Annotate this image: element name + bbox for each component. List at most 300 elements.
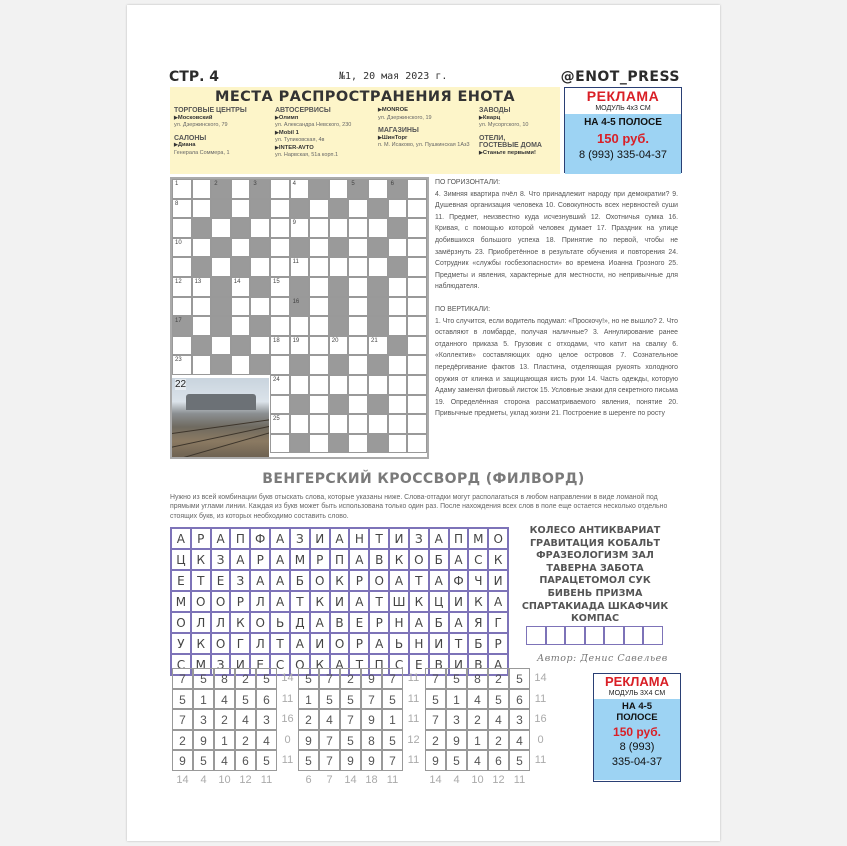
crossword-cell[interactable] [407,238,427,258]
crossword-cell[interactable] [290,199,310,219]
crossword-cell[interactable] [211,238,231,258]
filword-letter[interactable]: С [468,549,488,570]
number-cell[interactable]: 6 [256,689,277,710]
crossword-cell[interactable] [192,336,212,356]
crossword-cell[interactable] [250,336,270,356]
filword-letter[interactable]: А [330,654,350,675]
answer-box[interactable] [624,626,644,645]
crossword-cell[interactable] [329,297,349,317]
crossword-cell[interactable] [388,355,408,375]
filword-letter[interactable]: Ц [429,591,449,612]
crossword-cell[interactable] [348,257,368,277]
filword-letter[interactable]: Ц [171,549,191,570]
crossword-cell[interactable] [329,199,349,219]
crossword-cell[interactable] [270,395,290,415]
crossword-cell[interactable] [368,257,388,277]
number-cell[interactable]: 5 [425,689,446,710]
filword-letter[interactable]: А [330,528,350,549]
filword-letter[interactable]: А [250,570,270,591]
filword-letter[interactable]: В [330,612,350,633]
filword-letter[interactable]: Л [211,612,231,633]
filword-letter[interactable]: И [310,528,330,549]
filword-letter[interactable]: И [230,654,250,675]
crossword-cell[interactable] [368,375,388,395]
crossword-cell[interactable] [388,218,408,238]
crossword-cell[interactable] [348,199,368,219]
crossword-cell[interactable] [388,199,408,219]
filword-letter[interactable]: К [468,591,488,612]
crossword-cell[interactable] [309,199,329,219]
crossword-cell[interactable] [388,336,408,356]
crossword-cell[interactable] [407,434,427,454]
filword-letter[interactable]: И [330,591,350,612]
crossword-cell[interactable] [250,199,270,219]
filword-letter[interactable]: А [290,633,310,654]
filword-letter[interactable]: З [211,549,231,570]
crossword-cell[interactable] [329,375,349,395]
crossword-cell[interactable] [290,277,310,297]
crossword-cell[interactable]: 12 [172,277,192,297]
number-cell[interactable]: 2 [340,668,361,689]
crossword-cell[interactable] [211,297,231,317]
filword-letter[interactable]: С [171,654,191,675]
filword-letter[interactable]: Ш [389,591,409,612]
filword-letter[interactable]: В [369,549,389,570]
filword-letter[interactable]: Т [191,570,211,591]
crossword-cell[interactable] [290,375,310,395]
crossword-cell[interactable] [368,414,388,434]
filword-letter[interactable]: А [230,549,250,570]
filword-letter[interactable]: З [290,528,310,549]
number-cell[interactable]: 1 [214,730,235,751]
filword-letter[interactable]: Т [349,654,369,675]
crossword-cell[interactable] [192,179,212,199]
crossword-cell[interactable] [211,199,231,219]
filword-letter[interactable]: У [171,633,191,654]
filword-letter[interactable]: И [449,654,469,675]
number-cell[interactable]: 5 [340,730,361,751]
number-cell[interactable]: 9 [446,730,467,751]
crossword-cell[interactable]: 21 [368,336,388,356]
crossword-cell[interactable] [407,179,427,199]
crossword-cell[interactable] [368,179,388,199]
filword-letter[interactable]: П [230,528,250,549]
answer-box[interactable] [546,626,566,645]
crossword-cell[interactable]: 20 [329,336,349,356]
filword-letter[interactable]: О [330,633,350,654]
answer-box[interactable] [604,626,624,645]
number-cell[interactable]: 8 [361,730,382,751]
filword-letter[interactable]: Т [290,591,310,612]
filword-letter[interactable]: К [488,549,508,570]
filword-letter[interactable]: М [290,549,310,570]
crossword-cell[interactable] [407,199,427,219]
crossword-cell[interactable] [192,218,212,238]
filword-letter[interactable]: А [310,612,330,633]
number-cell[interactable]: 4 [488,709,509,730]
filword-letter[interactable]: Р [191,528,211,549]
filword-letter[interactable]: Л [250,633,270,654]
filword-letter[interactable]: К [310,591,330,612]
crossword-cell[interactable] [388,375,408,395]
crossword-cell[interactable] [329,257,349,277]
crossword-cell[interactable] [290,414,310,434]
number-cell[interactable]: 2 [214,709,235,730]
crossword-cell[interactable]: 4 [290,179,310,199]
crossword-cell[interactable] [290,355,310,375]
number-cell[interactable]: 9 [361,668,382,689]
filword-letter[interactable]: И [389,528,409,549]
number-cell[interactable]: 3 [256,709,277,730]
filword-letter[interactable]: Н [349,528,369,549]
filword-letter[interactable]: Ч [468,570,488,591]
crossword-cell[interactable]: 3 [250,179,270,199]
crossword-cell[interactable] [348,395,368,415]
crossword-cell[interactable] [329,179,349,199]
crossword-cell[interactable] [368,316,388,336]
filword-letter[interactable]: Л [191,612,211,633]
filword-letter[interactable]: О [369,570,389,591]
filword-letter[interactable]: А [171,528,191,549]
filword-letter[interactable]: К [310,654,330,675]
number-cell[interactable]: 4 [509,730,530,751]
crossword-cell[interactable] [211,355,231,375]
crossword-cell[interactable] [329,434,349,454]
crossword-cell[interactable] [407,277,427,297]
crossword-cell[interactable] [368,218,388,238]
filword-letter[interactable]: И [449,591,469,612]
number-cell[interactable]: 5 [340,689,361,710]
number-cell[interactable]: 8 [467,668,488,689]
crossword-cell[interactable]: 17 [172,316,192,336]
crossword-cell[interactable] [407,414,427,434]
crossword-cell[interactable] [309,414,329,434]
filword-letter[interactable]: А [349,591,369,612]
crossword-cell[interactable] [329,395,349,415]
crossword-cell[interactable] [250,238,270,258]
crossword-cell[interactable] [388,238,408,258]
crossword-cell[interactable] [231,179,251,199]
crossword-cell[interactable] [348,297,368,317]
filword-letter[interactable]: Н [409,633,429,654]
crossword-cell[interactable] [348,434,368,454]
crossword-cell[interactable] [388,434,408,454]
crossword-cell[interactable] [192,199,212,219]
filword-letter[interactable]: В [468,654,488,675]
crossword-cell[interactable] [250,257,270,277]
filword-letter[interactable]: Б [429,549,449,570]
crossword-cell[interactable] [231,257,251,277]
number-cell[interactable]: 2 [235,668,256,689]
number-cell[interactable]: 4 [214,689,235,710]
crossword-cell[interactable]: 9 [290,218,310,238]
crossword-cell[interactable] [250,218,270,238]
filword-letter[interactable]: А [270,549,290,570]
crossword-cell[interactable] [270,218,290,238]
answer-box[interactable] [565,626,585,645]
number-cell[interactable]: 7 [319,750,340,771]
crossword-cell[interactable] [407,257,427,277]
crossword-cell[interactable] [309,179,329,199]
filword-letter[interactable]: Л [250,591,270,612]
filword-letter[interactable]: В [429,654,449,675]
number-cell[interactable]: 2 [488,730,509,751]
crossword-cell[interactable] [172,336,192,356]
crossword-cell[interactable] [368,434,388,454]
crossword-cell[interactable] [309,336,329,356]
filword-letter[interactable]: К [389,549,409,570]
filword-letter[interactable]: Т [409,570,429,591]
filword-letter[interactable]: О [290,654,310,675]
filword-letter[interactable]: А [488,591,508,612]
filword-letter[interactable]: Г [230,633,250,654]
filword-letter[interactable]: Р [488,633,508,654]
crossword-cell[interactable]: 5 [348,179,368,199]
filword-letter[interactable]: Т [369,591,389,612]
crossword-cell[interactable] [270,297,290,317]
filword-letter[interactable]: П [369,654,389,675]
crossword-cell[interactable] [211,257,231,277]
number-cell[interactable]: 4 [256,730,277,751]
number-cell[interactable]: 5 [298,668,319,689]
number-cell[interactable]: 5 [488,689,509,710]
number-cell[interactable]: 1 [298,689,319,710]
filword-letter[interactable]: М [468,528,488,549]
crossword-cell[interactable]: 25 [270,414,290,434]
number-cell[interactable]: 5 [193,668,214,689]
number-cell[interactable]: 1 [446,689,467,710]
filword-letter[interactable]: Г [488,612,508,633]
crossword-cell[interactable] [250,277,270,297]
filword-letter[interactable]: А [488,654,508,675]
crossword-cell[interactable] [270,316,290,336]
filword-letter[interactable]: А [270,570,290,591]
filword-letter[interactable]: К [409,591,429,612]
crossword-cell[interactable] [250,355,270,375]
filword-letter[interactable]: Т [369,528,389,549]
crossword-cell[interactable] [348,238,368,258]
filword-letter[interactable]: А [429,528,449,549]
crossword-cell[interactable] [329,414,349,434]
filword-letter[interactable]: П [330,549,350,570]
crossword-cell[interactable] [407,297,427,317]
filword-letter[interactable]: Я [468,612,488,633]
crossword-cell[interactable]: 2 [211,179,231,199]
crossword-cell[interactable] [348,218,368,238]
filword-letter[interactable]: А [211,528,231,549]
number-cell[interactable]: 5 [256,668,277,689]
filword-letter[interactable]: И [310,633,330,654]
crossword-cell[interactable] [231,355,251,375]
crossword-cell[interactable] [192,316,212,336]
filword-letter[interactable]: Р [310,549,330,570]
number-cell[interactable]: 5 [382,689,403,710]
number-cell[interactable]: 5 [509,668,530,689]
crossword-cell[interactable]: 13 [192,277,212,297]
number-cell[interactable]: 8 [214,668,235,689]
crossword-cell[interactable] [407,395,427,415]
number-cell[interactable]: 4 [319,709,340,730]
filword-letter[interactable]: А [409,612,429,633]
crossword-cell[interactable] [329,277,349,297]
filword-letter[interactable]: А [369,633,389,654]
crossword-cell[interactable] [172,218,192,238]
crossword-cell[interactable]: 24 [270,375,290,395]
crossword-cell[interactable] [309,257,329,277]
filword-letter[interactable]: А [389,570,409,591]
number-cell[interactable]: 9 [298,730,319,751]
filword-letter[interactable]: Е [250,654,270,675]
number-cell[interactable]: 5 [446,750,467,771]
number-cell[interactable]: 3 [446,709,467,730]
number-cell[interactable]: 3 [193,709,214,730]
filword-letter[interactable]: А [270,528,290,549]
crossword-cell[interactable] [407,336,427,356]
crossword-cell[interactable] [407,316,427,336]
crossword-cell[interactable] [231,218,251,238]
number-cell[interactable]: 2 [298,709,319,730]
crossword-cell[interactable] [270,257,290,277]
crossword-cell[interactable] [348,277,368,297]
filword-letter[interactable]: А [349,549,369,570]
filword-letter[interactable]: О [211,633,231,654]
crossword-cell[interactable] [309,375,329,395]
answer-box[interactable] [526,626,546,645]
answer-box[interactable] [643,626,663,645]
number-cell[interactable]: 2 [488,668,509,689]
crossword-cell[interactable]: 6 [388,179,408,199]
filword-letter[interactable]: Т [449,633,469,654]
number-cell[interactable]: 9 [193,730,214,751]
crossword-cell[interactable] [388,257,408,277]
filword-letter[interactable]: И [429,633,449,654]
crossword-cell[interactable] [290,434,310,454]
number-cell[interactable]: 7 [340,709,361,730]
crossword-cell[interactable] [407,218,427,238]
crossword-cell[interactable]: 18 [270,336,290,356]
filword-letter[interactable]: К [230,612,250,633]
crossword-cell[interactable] [192,355,212,375]
number-cell[interactable]: 6 [509,689,530,710]
filword-letter[interactable]: Е [171,570,191,591]
crossword-cell[interactable] [231,297,251,317]
number-cell[interactable]: 7 [319,668,340,689]
number-cell[interactable]: 2 [235,730,256,751]
filword-letter[interactable]: Р [369,612,389,633]
crossword-cell[interactable]: 8 [172,199,192,219]
crossword-cell[interactable] [231,316,251,336]
number-cell[interactable]: 7 [172,709,193,730]
crossword-cell[interactable] [368,199,388,219]
crossword-cell[interactable] [270,238,290,258]
filword-letter[interactable]: О [250,612,270,633]
number-cell[interactable]: 4 [214,750,235,771]
crossword-cell[interactable] [368,277,388,297]
crossword-cell[interactable] [211,316,231,336]
filword-letter[interactable]: Т [270,633,290,654]
crossword-cell[interactable] [211,218,231,238]
crossword-cell[interactable] [270,179,290,199]
filword-letter[interactable]: К [330,570,350,591]
filword-letter[interactable]: Ф [449,570,469,591]
filword-letter[interactable]: С [270,654,290,675]
crossword-cell[interactable] [309,434,329,454]
number-cell[interactable]: 7 [425,709,446,730]
number-cell[interactable]: 7 [382,668,403,689]
filword-letter[interactable]: А [429,570,449,591]
crossword-cell[interactable] [348,336,368,356]
number-cell[interactable]: 7 [361,689,382,710]
filword-letter[interactable]: З [230,570,250,591]
crossword-cell[interactable] [329,238,349,258]
filword-letter[interactable]: К [191,633,211,654]
filword-letter[interactable]: Е [349,612,369,633]
crossword-cell[interactable]: 14 [231,277,251,297]
crossword-cell[interactable] [231,336,251,356]
filword-letter[interactable]: И [488,570,508,591]
crossword-cell[interactable] [368,238,388,258]
crossword-cell[interactable] [290,395,310,415]
crossword-cell[interactable] [231,199,251,219]
filword-letter[interactable]: П [449,528,469,549]
filword-letter[interactable]: Р [230,591,250,612]
crossword-cell[interactable]: 16 [290,297,310,317]
crossword-cell[interactable] [348,414,368,434]
number-cell[interactable]: 5 [509,750,530,771]
crossword-cell[interactable] [407,355,427,375]
filword-letter[interactable]: А [270,591,290,612]
filword-letter[interactable]: К [191,549,211,570]
crossword-cell[interactable] [290,238,310,258]
filword-letter[interactable]: А [449,612,469,633]
crossword-cell[interactable] [368,297,388,317]
crossword-cell[interactable] [270,434,290,454]
filword-letter[interactable]: Е [409,654,429,675]
number-cell[interactable]: 5 [319,689,340,710]
crossword-cell[interactable] [172,297,192,317]
filword-letter[interactable]: О [310,570,330,591]
filword-letter[interactable]: О [191,591,211,612]
crossword-cell[interactable] [388,316,408,336]
number-cell[interactable]: 4 [467,689,488,710]
crossword-cell[interactable] [309,277,329,297]
crossword-cell[interactable] [231,238,251,258]
filword-letter[interactable]: Б [290,570,310,591]
number-cell[interactable]: 1 [467,730,488,751]
number-cell[interactable]: 9 [340,750,361,771]
crossword-cell[interactable] [309,316,329,336]
number-cell[interactable]: 7 [319,730,340,751]
crossword-cell[interactable]: 23 [172,355,192,375]
crossword-cell[interactable]: 10 [172,238,192,258]
filword-letter[interactable]: Е [211,570,231,591]
number-cell[interactable]: 6 [235,750,256,771]
crossword-cell[interactable] [192,297,212,317]
crossword-cell[interactable] [348,375,368,395]
filword-letter[interactable]: Ф [250,528,270,549]
filword-letter[interactable]: М [191,654,211,675]
number-cell[interactable]: 7 [382,750,403,771]
number-cell[interactable]: 5 [256,750,277,771]
crossword-cell[interactable] [348,316,368,336]
filword-letter[interactable]: З [211,654,231,675]
number-cell[interactable]: 2 [172,730,193,751]
filword-letter[interactable]: О [488,528,508,549]
crossword-cell[interactable] [368,395,388,415]
crossword-cell[interactable] [270,355,290,375]
number-cell[interactable]: 1 [382,709,403,730]
filword-letter[interactable]: Р [349,570,369,591]
